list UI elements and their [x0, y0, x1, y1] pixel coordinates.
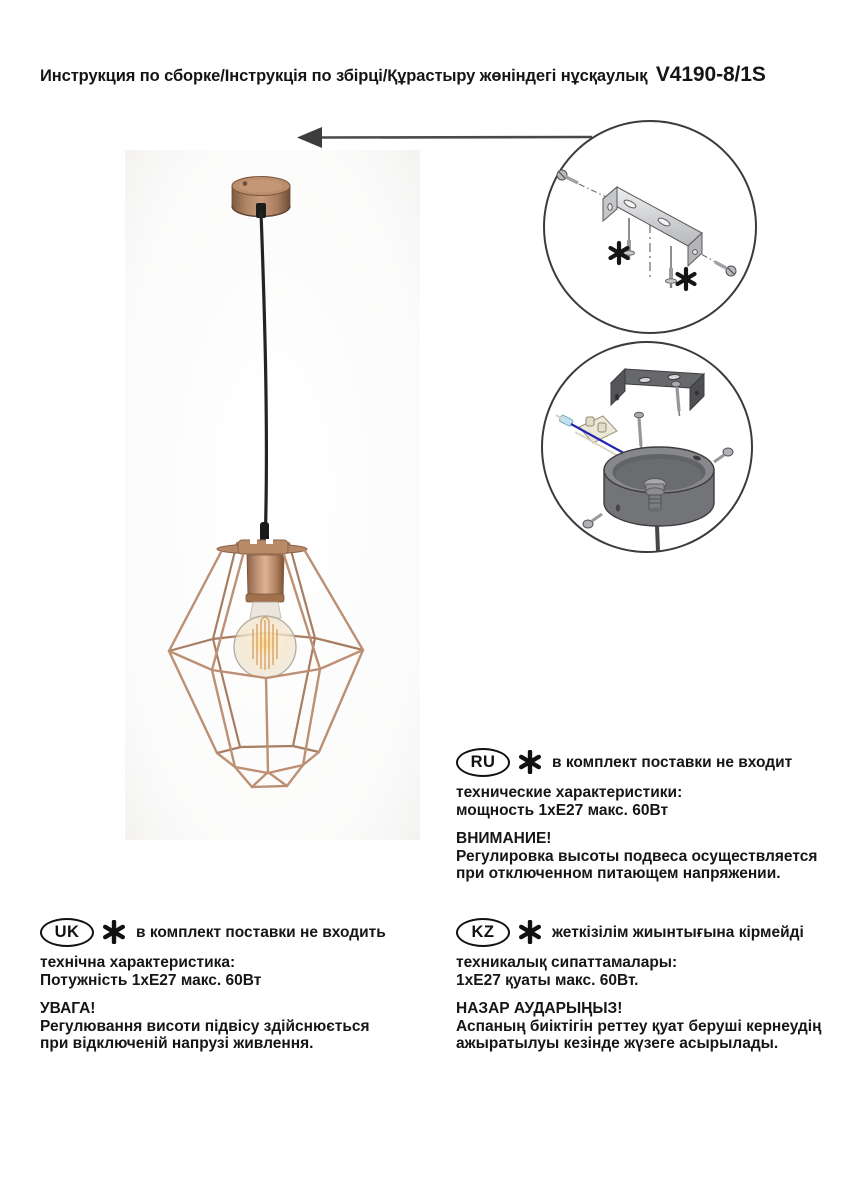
footnote-kz: жеткізілім жиынтығына кірмейді	[552, 923, 804, 941]
warning-line: при відключеній напрузі живлення.	[40, 1035, 314, 1052]
photo-background	[125, 150, 420, 840]
asterisk-icon	[102, 920, 126, 944]
model-number: V4190-8/1S	[655, 63, 766, 86]
section-uk	[40, 918, 432, 1053]
canopy-screw	[243, 181, 248, 186]
lamp-canopy	[232, 177, 290, 219]
detail-circle-bracket	[544, 121, 756, 333]
footnote-ru: в комплект поставки не входит	[552, 753, 793, 771]
bulb-filament	[253, 617, 277, 670]
language-badge-uk: UK	[40, 918, 94, 947]
warning-line: при отключенном питающем напряжении.	[456, 865, 781, 882]
language-badge-kz: KZ	[456, 918, 510, 947]
asterisk-icon	[518, 750, 542, 774]
section-ru	[456, 748, 848, 883]
language-badge-ru: RU	[456, 748, 510, 777]
lamp-socket	[246, 555, 284, 602]
spec-line: технические характеристики:	[456, 784, 683, 801]
warning-line: Аспаның биіктігін реттеу қуат беруші кернеудің	[456, 1017, 822, 1035]
spec-line: Потужність 1хЕ27 макс. 60Вт	[40, 971, 262, 989]
spec-line: техникалық сипаттамалары:	[456, 954, 678, 971]
spec-line: 1хЕ27 қуаты макс. 60Вт.	[456, 971, 639, 989]
section-kz	[456, 918, 848, 1053]
spec-line: мощность 1хЕ27 макс. 60Вт	[456, 801, 669, 819]
arrow-left-icon	[297, 127, 592, 148]
footnote-uk: в комплект поставки не входить	[136, 923, 386, 941]
warning-title: НАЗАР АУДАРЫҢЫЗ!	[456, 1000, 623, 1017]
page-title	[40, 65, 766, 86]
warning-line: ажыратылуы кезінде жүзеге асырылады.	[456, 1035, 779, 1052]
cord-stub	[657, 526, 658, 551]
asterisk-icon	[518, 920, 542, 944]
warning-line: Регулювання висоти підвісу здійснюється	[40, 1017, 370, 1035]
warning-title: УВАГА!	[40, 1000, 96, 1017]
warning-title: ВНИМАНИЕ!	[456, 830, 552, 847]
warning-line: Регулировка высоты подвеса осуществляется	[456, 847, 818, 865]
spec-line: технічна характеристика:	[40, 954, 236, 971]
detail-circle-canopy	[542, 342, 752, 552]
title-text: Инструкция по сборке/Інструкція по збірці/Құрастыру жөніндегі нұсқаулық	[40, 67, 648, 85]
